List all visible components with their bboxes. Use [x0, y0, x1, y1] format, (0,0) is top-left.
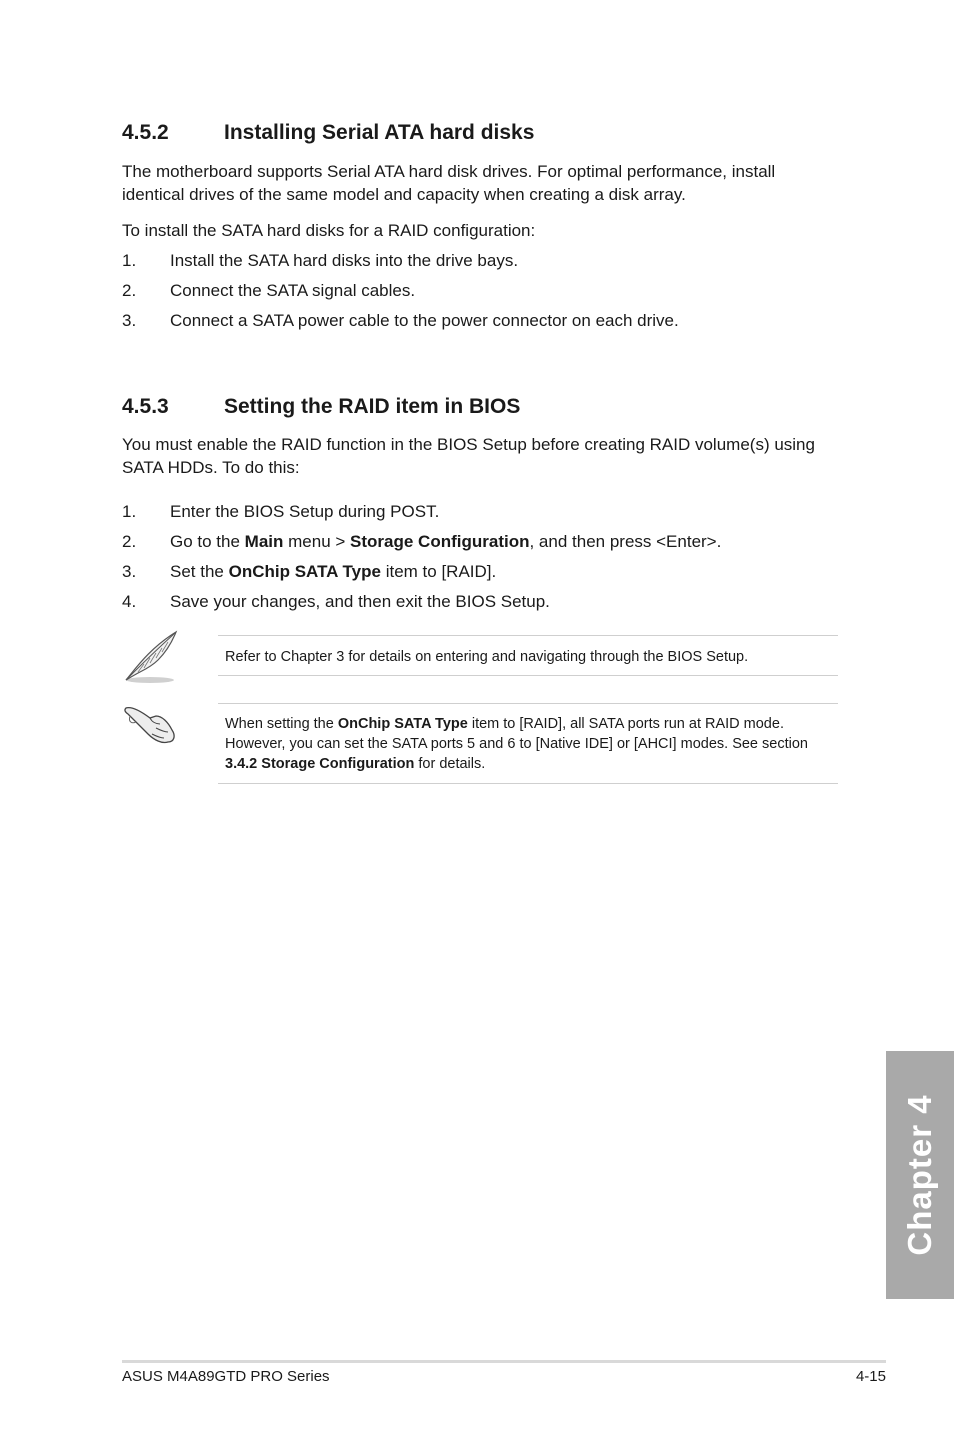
section-number: 4.5.3: [122, 395, 169, 418]
note-box: [218, 703, 838, 784]
chapter-tab: [886, 1051, 954, 1299]
section-intro: You must enable the RAID function in the BIOS Setup before creating RAID volume(s) using SATA HDDs. To do this:: [122, 435, 815, 477]
section-number: 4.5.2: [122, 121, 169, 144]
note-box: [218, 635, 838, 676]
page-number: 4-15: [855, 1368, 886, 1385]
section-title: Setting the RAID item in BIOS: [224, 395, 521, 418]
section-title: Installing Serial ATA hard disks: [224, 121, 535, 144]
feather-note-icon: [120, 628, 182, 686]
section-intro: The motherboard supports Serial ATA hard disk drives. For optimal performance, install identical drives of the same model and capacity when creating a disk array.: [122, 162, 776, 204]
footer-product-name: ASUS M4A89GTD PRO Series: [122, 1368, 330, 1385]
footer-divider: [122, 1360, 886, 1363]
chapter-label: Chapter 4: [901, 1094, 938, 1256]
pointing-hand-icon: [122, 700, 180, 748]
section-lead: To install the SATA hard disks for a RAID configuration:: [122, 221, 536, 240]
note-text: Refer to Chapter 3 for details on entering and navigating through the BIOS Setup.: [225, 649, 749, 665]
note-text: When setting the OnChip SATA Type item to [RAID], all SATA ports run at RAID mode. However, you can set the SATA ports 5 and 6 to [Native IDE] or [AHCI] modes. See section 3.4.2 Storage Configuration for details.: [225, 716, 808, 772]
